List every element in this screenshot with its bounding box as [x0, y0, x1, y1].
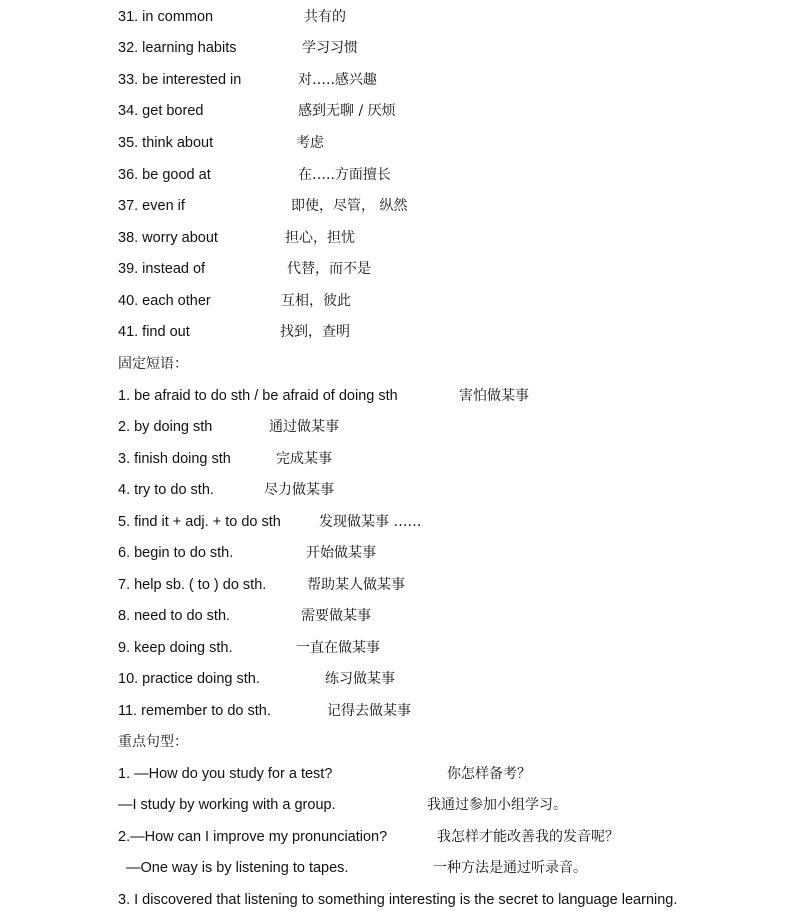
fixed-phrase-chinese: 开始做某事: [306, 545, 376, 561]
fixed-phrase-chinese: 害怕做某事: [459, 388, 529, 404]
fixed-phrase-english: 1. be afraid to do sth / be afraid of doing sth: [118, 388, 398, 404]
sentence-chinese: 你怎样备考？: [447, 766, 531, 782]
fixed-phrase-english: 4. try to do sth.: [118, 482, 214, 498]
fixed-phrase-english: 9. keep doing sth.: [118, 640, 233, 656]
phrase-english: 31. in common: [118, 9, 214, 25]
phrase-english: 41. find out: [118, 324, 190, 340]
phrase-english: 36. be good at: [118, 167, 211, 183]
phrase-chinese: 代替，而不是: [287, 261, 371, 277]
fixed-phrase-english: 7. help sb. ( to ) do sth.: [118, 577, 267, 593]
phrase-english: 32. learning habits: [118, 40, 237, 56]
key-sentences-heading: 重点句型：: [118, 734, 188, 750]
phrase-chinese: 考虑: [296, 135, 324, 151]
phrase-chinese: 对…..感兴趣: [298, 72, 377, 88]
phrase-chinese: 互相，彼此: [281, 293, 351, 309]
sentence-english: —I study by working with a group.: [118, 797, 336, 813]
sentence-english: 1. —How do you study for a test?: [118, 766, 333, 782]
fixed-phrase-english: 11. remember to do sth.: [118, 703, 271, 719]
fixed-phrase-chinese: 帮助某人做某事: [307, 577, 405, 593]
phrase-english: 39. instead of: [118, 261, 206, 277]
sentence-english: 2.—How can I improve my pronunciation?: [118, 829, 388, 845]
phrase-english: 40. each other: [118, 293, 211, 309]
phrase-english: 35. think about: [118, 135, 214, 151]
phrase-english: 38. worry about: [118, 230, 218, 246]
phrase-chinese: 找到，查明: [280, 324, 350, 340]
fixed-phrase-chinese: 记得去做某事: [327, 703, 411, 719]
sentence-chinese: 我通过参加小组学习。: [427, 797, 567, 813]
fixed-phrases-heading: 固定短语：: [118, 356, 188, 372]
phrase-chinese: 共有的: [304, 9, 346, 25]
fixed-phrase-chinese: 需要做某事: [301, 608, 371, 624]
fixed-phrase-english: 3. finish doing sth: [118, 451, 231, 467]
phrase-chinese: 感到无聊 / 厌烦: [298, 103, 396, 119]
fixed-phrase-chinese: 练习做某事: [325, 671, 395, 687]
sentence-english: —One way is by listening to tapes.: [126, 860, 349, 876]
sentence-chinese: 我怎样才能改善我的发音呢？: [437, 829, 619, 845]
phrase-english: 33. be interested in: [118, 72, 242, 88]
sentence-chinese: 一种方法是通过听录音。: [433, 860, 587, 876]
fixed-phrase-chinese: 一直在做某事: [296, 640, 380, 656]
fixed-phrase-english: 10. practice doing sth.: [118, 671, 260, 687]
phrase-chinese: 在…..方面擅长: [298, 167, 391, 183]
fixed-phrase-chinese: 尽力做某事: [264, 482, 334, 498]
fixed-phrase-english: 5. find it + adj. + to do sth: [118, 514, 281, 530]
fixed-phrase-english: 2. by doing sth: [118, 419, 213, 435]
fixed-phrase-english: 6. begin to do sth.: [118, 545, 234, 561]
phrase-english: 34. get bored: [118, 103, 204, 119]
phrase-english: 37. even if: [118, 198, 185, 214]
phrase-chinese: 即使，尽管， 纵然: [291, 198, 408, 214]
phrase-chinese: 学习习惯: [302, 40, 358, 56]
fixed-phrase-chinese: 完成某事: [276, 451, 332, 467]
fixed-phrase-chinese: 发现做某事 ……: [319, 514, 422, 530]
fixed-phrase-chinese: 通过做某事: [269, 419, 339, 435]
fixed-phrase-english: 8. need to do sth.: [118, 608, 231, 624]
sentence-english: 3. I discovered that listening to something interesting is the secret to language learning.: [118, 892, 678, 908]
phrase-chinese: 担心，担忧: [285, 230, 355, 246]
